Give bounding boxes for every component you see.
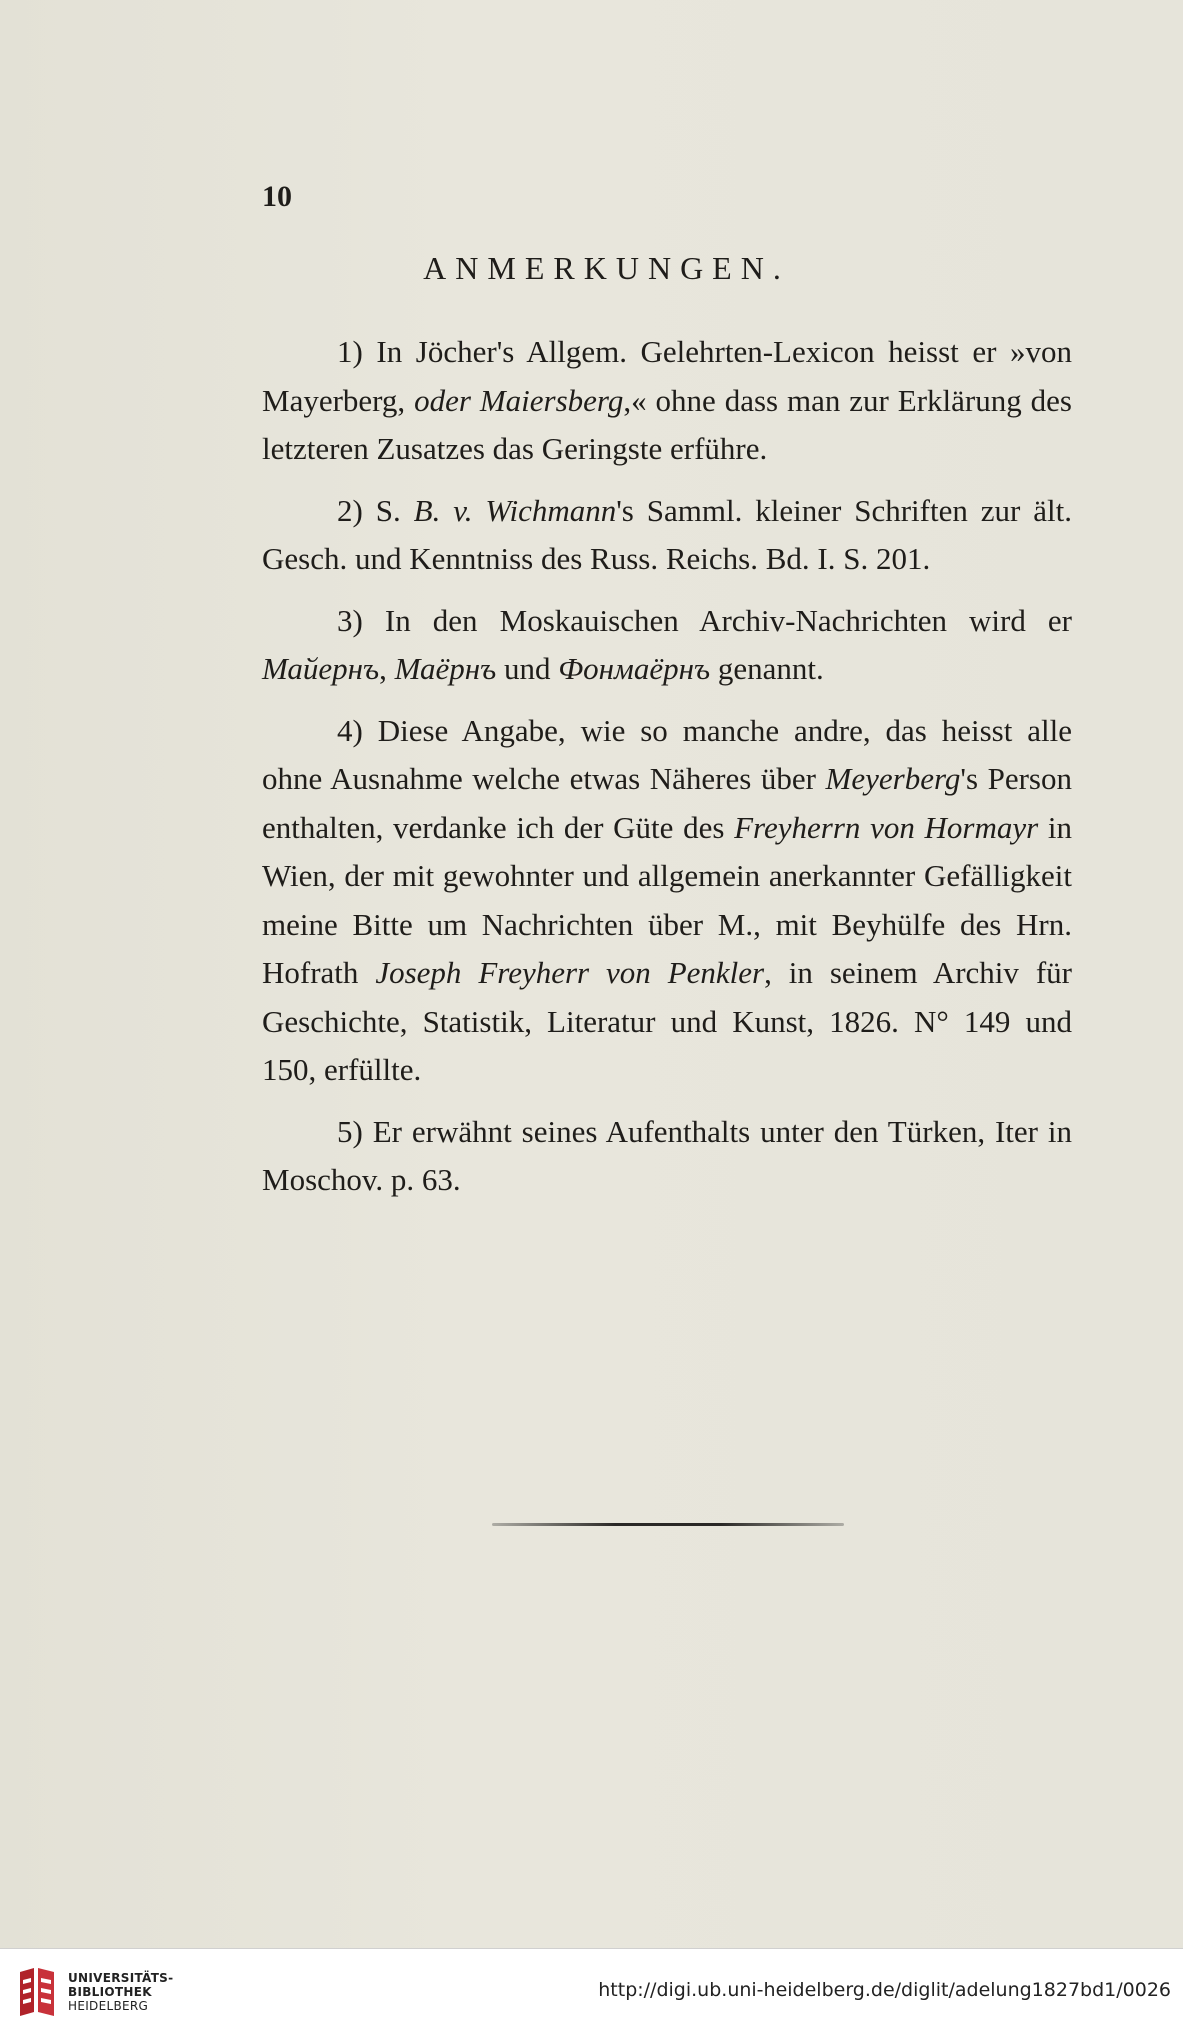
note-1 xyxy=(262,328,1072,474)
note-italic: B. v. Wichmann xyxy=(413,492,617,528)
note-number: 1) xyxy=(337,334,363,369)
note-italic: Майернъ xyxy=(262,651,380,686)
note-text: und xyxy=(496,651,559,686)
note-italic: Фонмаёрнъ xyxy=(558,651,711,686)
university-library-logo-icon xyxy=(14,1966,60,2018)
note-5 xyxy=(262,1108,1072,1205)
note-text: In Jöcher's Allgem. Gelehrten-Lexicon heisst er »von Mayerberg, xyxy=(262,334,1073,418)
note-text: 's Person enthalten, verdanke ich der Güte des xyxy=(262,761,1072,845)
note-text: , xyxy=(379,651,395,686)
page-number: 10 xyxy=(262,180,292,213)
note-number: 3) xyxy=(337,602,363,638)
logo-text xyxy=(68,1971,173,2013)
logo-line: BIBLIOTHEK xyxy=(68,1985,152,1999)
note-text: , in seinem Archiv für Geschichte, Statistik, Literatur und Kunst, 1826. N° 149 und 150, erfüllte. xyxy=(262,955,1072,1087)
note-text: In den Moskauischen Archiv-Nachrichten wird er xyxy=(384,602,1072,638)
note-number: 2) xyxy=(337,492,363,528)
note-text: Diese Angabe, wie so manche andre, das heisst alle ohne Ausnahme welche etwas Näheres über xyxy=(262,712,1072,796)
note-text: ,« ohne dass man zur Erklärung des letzteren Zusatzes das Geringste erführe. xyxy=(262,382,1072,466)
note-italic: oder Maiersberg xyxy=(414,382,624,418)
note-text: Er erwähnt seines Aufenthalts unter den Türken, Iter in Moschov. p. 63. xyxy=(262,1113,1073,1197)
logo-line: HEIDELBERG xyxy=(68,1999,149,2013)
note-italic: Meyerberg xyxy=(825,761,961,796)
note-text: genannt. xyxy=(710,651,824,686)
note-italic: Freyherrn von Hormayr xyxy=(734,809,1039,845)
note-2 xyxy=(262,487,1072,584)
library-footer xyxy=(0,1948,1183,2034)
note-text: S. xyxy=(375,492,414,528)
note-4 xyxy=(262,707,1072,1095)
note-number: 5) xyxy=(337,1113,363,1149)
note-number: 4) xyxy=(337,712,363,748)
note-italic: Маёрнъ xyxy=(394,651,497,686)
logo-line: UNIVERSITÄTS- xyxy=(68,1971,174,1985)
note-text: in Wien, der mit gewohnter und allgemein anerkannter Gefälligkeit meine Bitte um Nachrichten über M., mit Beyhülfe des Hrn. Hofrath xyxy=(262,809,1072,990)
note-text: 's Samml. kleiner Schriften zur ält. Gesch. und Kenntniss des Russ. Reichs. Bd. I. S. 201. xyxy=(262,492,1072,576)
end-rule xyxy=(492,1523,844,1526)
source-url-link[interactable]: http://digi.ub.uni-heidelberg.de/diglit/adelung1827bd1/0026 xyxy=(598,1979,1171,2001)
notes-list xyxy=(262,328,1072,1218)
section-heading: ANMERKUNGEN. xyxy=(423,250,790,286)
note-3 xyxy=(262,597,1072,694)
note-italic: Joseph Freyherr von Penkler xyxy=(375,955,765,990)
